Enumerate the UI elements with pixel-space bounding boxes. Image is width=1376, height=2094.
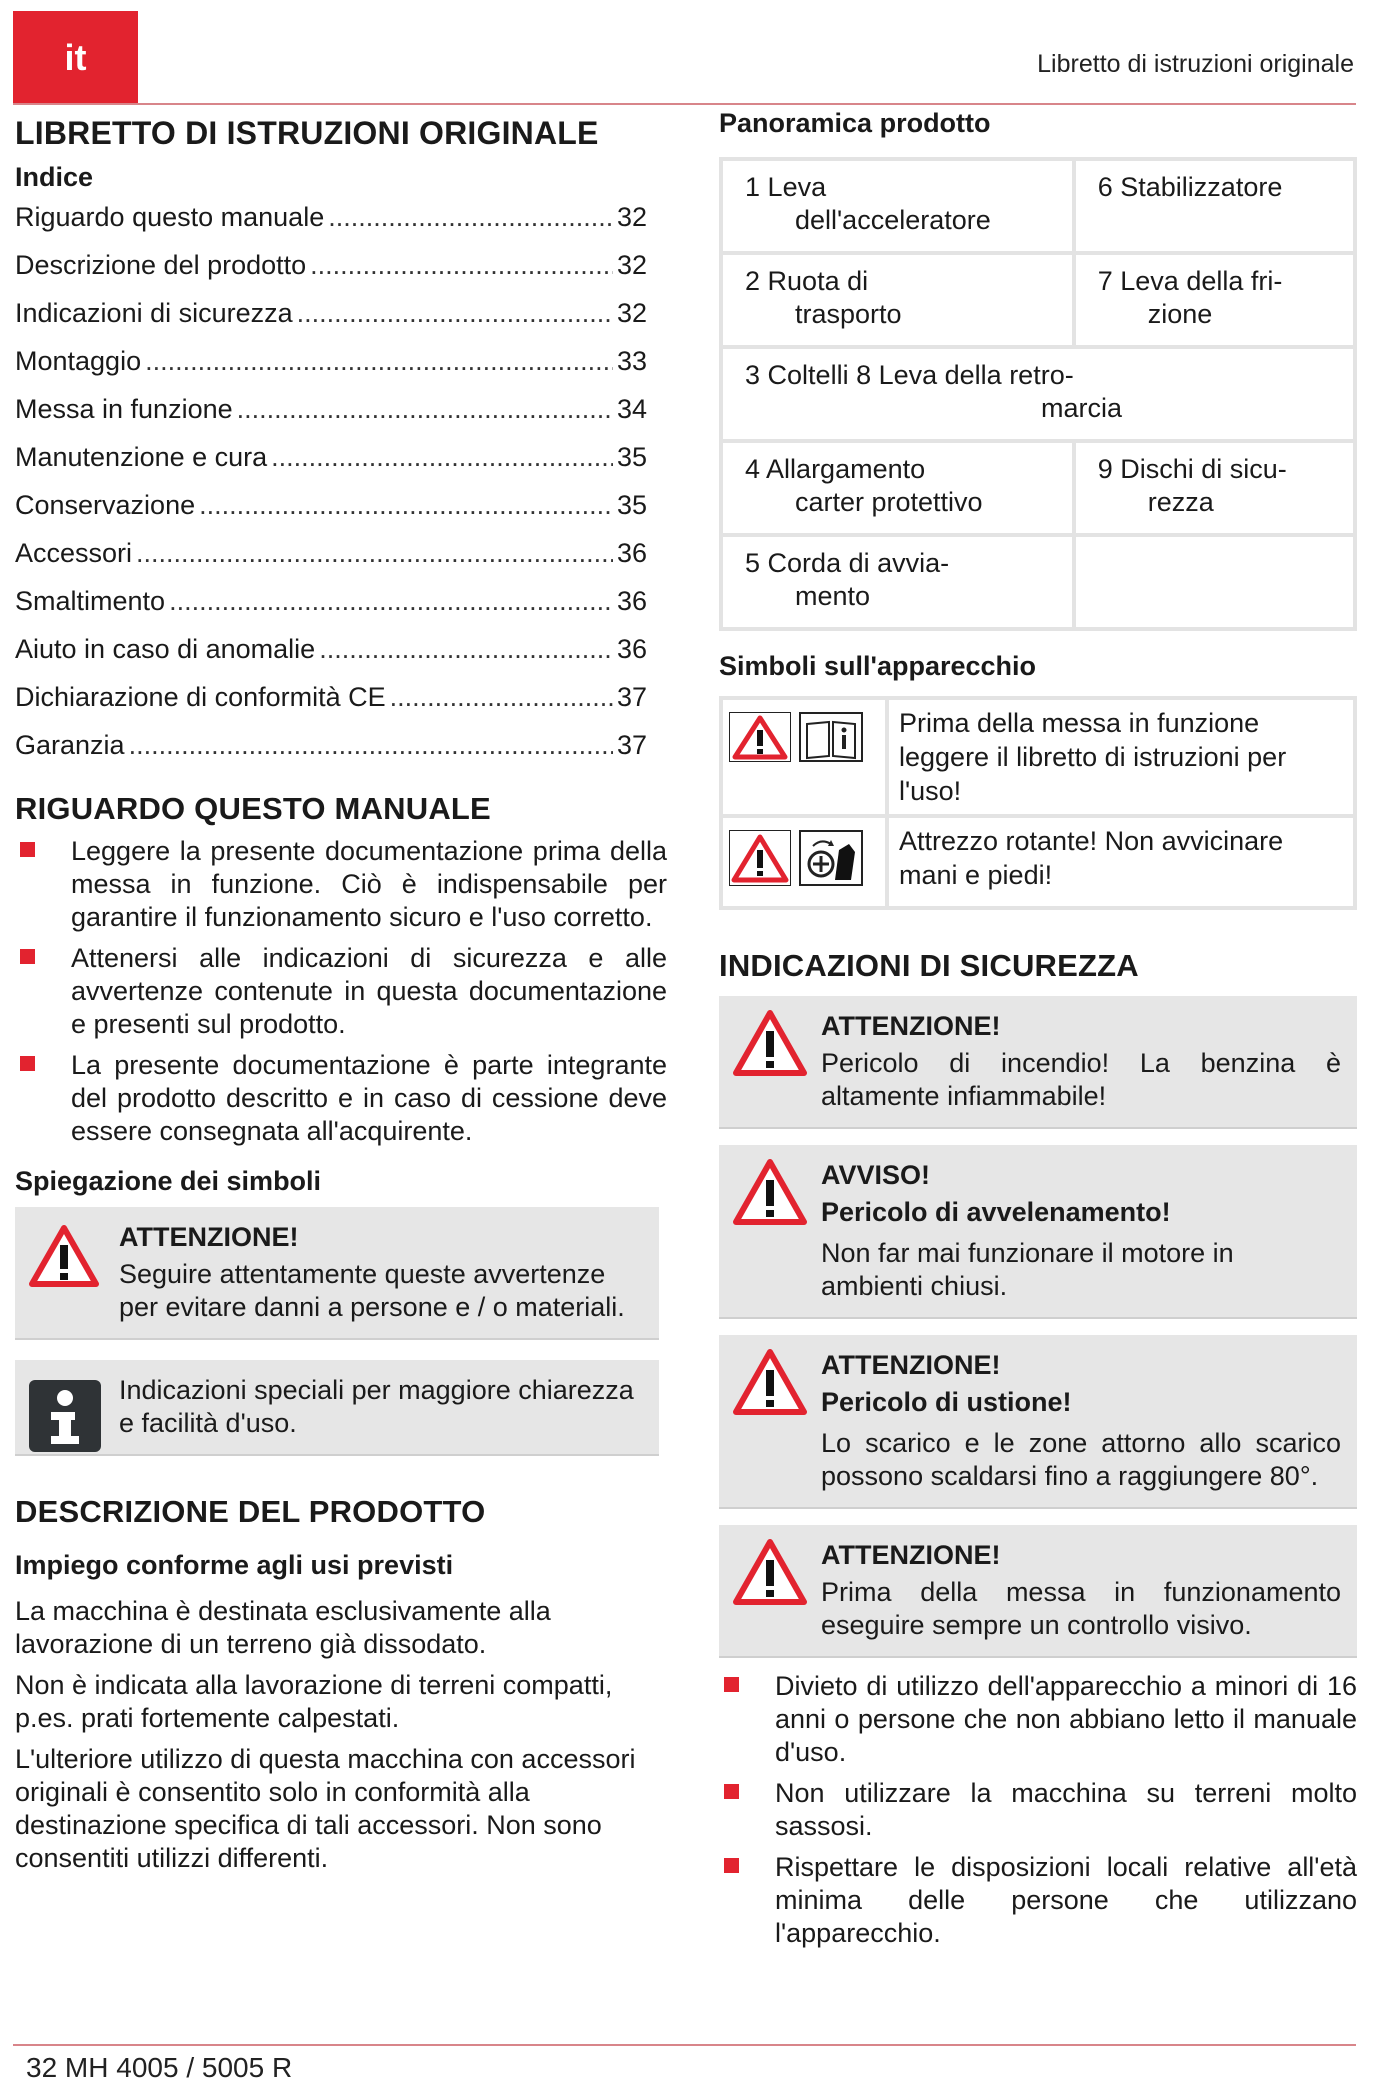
running-header: Libretto di istruzioni originale <box>1037 50 1354 78</box>
intended-use-paragraph: Non è indicata alla lavorazione di terreni compatti, p.es. prati fortemente calpestati. <box>15 1670 613 1733</box>
toc-item[interactable]: Smaltimento ..... 36 <box>15 585 647 633</box>
toc-item[interactable]: Indicazioni di sicurezza ..... 32 <box>15 297 647 345</box>
table-cell: 1 Leva dell'acceleratore <box>721 159 1074 253</box>
table-of-contents <box>15 201 667 777</box>
table-row <box>721 159 1355 253</box>
bullet-marker <box>724 1784 739 1799</box>
table-cell: 4 Allargamento carter protettivo <box>721 441 1074 535</box>
table-row <box>721 698 1355 816</box>
warning-triangle-icon <box>29 1225 99 1295</box>
language-tab: it <box>13 11 138 105</box>
bullet-marker <box>20 949 35 964</box>
warning-text: Seguire attentamente queste avvertenze per evitare danni a persone e / o materiali. <box>119 1259 625 1322</box>
safety-subtitle: Pericolo di avvelenamento! <box>821 1197 1171 1227</box>
table-cell: 9 Dischi di sicu- rezza <box>1074 441 1355 535</box>
symbol-description: Attrezzo rotante! Non avvicinare mani e piedi! <box>887 816 1355 908</box>
intended-use-paragraph: L'ulteriore utilizzo di questa macchina con accessori originali è consentito solo in conformità alla destinazione specifica di tali accessori. Non sono consentiti utilizzi differenti. <box>15 1744 636 1873</box>
info-icon <box>29 1380 101 1460</box>
warning-triangle-icon <box>733 1539 807 1613</box>
table-row <box>721 253 1355 347</box>
footer-divider <box>13 2044 1356 2046</box>
symbol-description: Prima della messa in funzione leggere il libretto di istruzioni per l'uso! <box>887 698 1355 816</box>
safety-box <box>719 1335 1357 1509</box>
info-text: Indicazioni speciali per maggiore chiarezza e facilità d'uso. <box>119 1375 634 1438</box>
rotating-tool-icon <box>799 862 863 892</box>
safety-title: AVVISO! <box>821 1160 931 1190</box>
safety-bullets <box>719 1670 1357 1950</box>
device-symbols-heading: Simboli sull'apparecchio <box>719 651 1036 681</box>
toc-item[interactable]: Montaggio ..... 33 <box>15 345 647 393</box>
product-overview-table <box>719 157 1357 631</box>
list-item: La presente documentazione è parte integrante del prodotto descritto e in caso di cessione deve essere consegnata all'acquirente. <box>15 1049 667 1148</box>
safety-text: Pericolo di incendio! La benzina è altamente infiammabile! <box>821 1048 1341 1111</box>
warning-triangle-icon <box>729 862 791 892</box>
index-heading: Indice <box>15 162 94 192</box>
section-heading-safety: INDICAZIONI DI SICUREZZA <box>719 948 1139 983</box>
header-divider <box>13 103 1356 105</box>
table-cell: 3 Coltelli 8 Leva della retro- marcia <box>721 347 1355 441</box>
bullet-marker <box>724 1858 739 1873</box>
warning-triangle-icon <box>733 1349 807 1423</box>
table-cell <box>1074 535 1355 629</box>
bullet-marker <box>20 1056 35 1071</box>
toc-item[interactable]: Riguardo questo manuale ..... 32 <box>15 201 647 249</box>
list-item: Non utilizzare la macchina su terreni molto sassosi. <box>719 1777 1357 1843</box>
table-row <box>721 816 1355 908</box>
table-row <box>721 535 1355 629</box>
safety-title: ATTENZIONE! <box>821 1350 1001 1380</box>
bullet-marker <box>20 842 35 857</box>
safety-text: Lo scarico e le zone attorno allo scarico possono scaldarsi fino a raggiungere 80°. <box>821 1428 1341 1491</box>
intended-use-heading: Impiego conforme agli usi previsti <box>15 1550 454 1580</box>
list-item: Attenersi alle indicazioni di sicurezza e alle avvertenze contenute in questa documentazione e presenti sul prodotto. <box>15 942 667 1041</box>
safety-box <box>719 996 1357 1129</box>
toc-item[interactable]: Accessori ..... 36 <box>15 537 647 585</box>
toc-item[interactable]: Garanzia ..... 37 <box>15 729 647 777</box>
page-footer: 32 MH 4005 / 5005 R <box>26 2052 293 2083</box>
about-bullets <box>15 835 667 1148</box>
toc-item[interactable]: Messa in funzione ..... 34 <box>15 393 647 441</box>
safety-subtitle: Pericolo di ustione! <box>821 1387 1072 1417</box>
intended-use-paragraph: La macchina è destinata esclusivamente alla lavorazione di un terreno già dissodato. <box>15 1596 551 1659</box>
bullet-marker <box>724 1677 739 1692</box>
toc-item[interactable]: Conservazione ..... 35 <box>15 489 647 537</box>
symbol-info-box <box>15 1360 659 1456</box>
toc-item[interactable]: Dichiarazione di conformità CE ..... 37 <box>15 681 647 729</box>
safety-text: Non far mai funzionare il motore in ambienti chiusi. <box>821 1238 1234 1301</box>
list-item: Leggere la presente documentazione prima della messa in funzione. Ciò è indispensabile per garantire il funzionamento sicuro e l'uso corretto. <box>15 835 667 934</box>
device-symbols-table <box>719 696 1357 910</box>
toc-item[interactable]: Descrizione del prodotto ..... 32 <box>15 249 647 297</box>
document-title: LIBRETTO DI ISTRUZIONI ORIGINALE <box>15 115 599 151</box>
warning-title: ATTENZIONE! <box>119 1222 299 1252</box>
safety-box <box>719 1145 1357 1319</box>
symbols-heading: Spiegazione dei simboli <box>15 1166 322 1196</box>
safety-title: ATTENZIONE! <box>821 1540 1001 1570</box>
table-cell: 7 Leva della fri- zione <box>1074 253 1355 347</box>
right-column <box>719 108 1357 1958</box>
table-cell: 6 Stabilizzatore <box>1074 159 1355 253</box>
section-heading-about: RIGUARDO QUESTO MANUALE <box>15 791 491 826</box>
overview-heading: Panoramica prodotto <box>719 108 991 138</box>
symbol-icons-cell <box>721 816 887 908</box>
warning-triangle-icon <box>729 738 791 768</box>
symbol-warning-box <box>15 1207 659 1340</box>
table-cell: 2 Ruota di trasporto <box>721 253 1074 347</box>
safety-text: Prima della messa in funzionamento eseguire sempre un controllo visivo. <box>821 1577 1341 1640</box>
table-row <box>721 347 1355 441</box>
symbol-icons-cell <box>721 698 887 816</box>
list-item: Rispettare le disposizioni locali relative all'età minima delle persone che utilizzano l'apparecchio. <box>719 1851 1357 1950</box>
table-row <box>721 441 1355 535</box>
warning-triangle-icon <box>733 1159 807 1233</box>
table-cell: 5 Corda di avvia- mento <box>721 535 1074 629</box>
safety-box <box>719 1525 1357 1658</box>
warning-triangle-icon <box>733 1010 807 1084</box>
safety-title: ATTENZIONE! <box>821 1011 1001 1041</box>
manual-icon <box>799 738 863 768</box>
section-heading-product: DESCRIZIONE DEL PRODOTTO <box>15 1494 486 1529</box>
toc-item[interactable]: Manutenzione e cura ..... 35 <box>15 441 647 489</box>
list-item: Divieto di utilizzo dell'apparecchio a minori di 16 anni o persone che non abbiano letto il manuale d'uso. <box>719 1670 1357 1769</box>
left-column <box>15 112 667 1883</box>
toc-item[interactable]: Aiuto in caso di anomalie ..... 36 <box>15 633 647 681</box>
